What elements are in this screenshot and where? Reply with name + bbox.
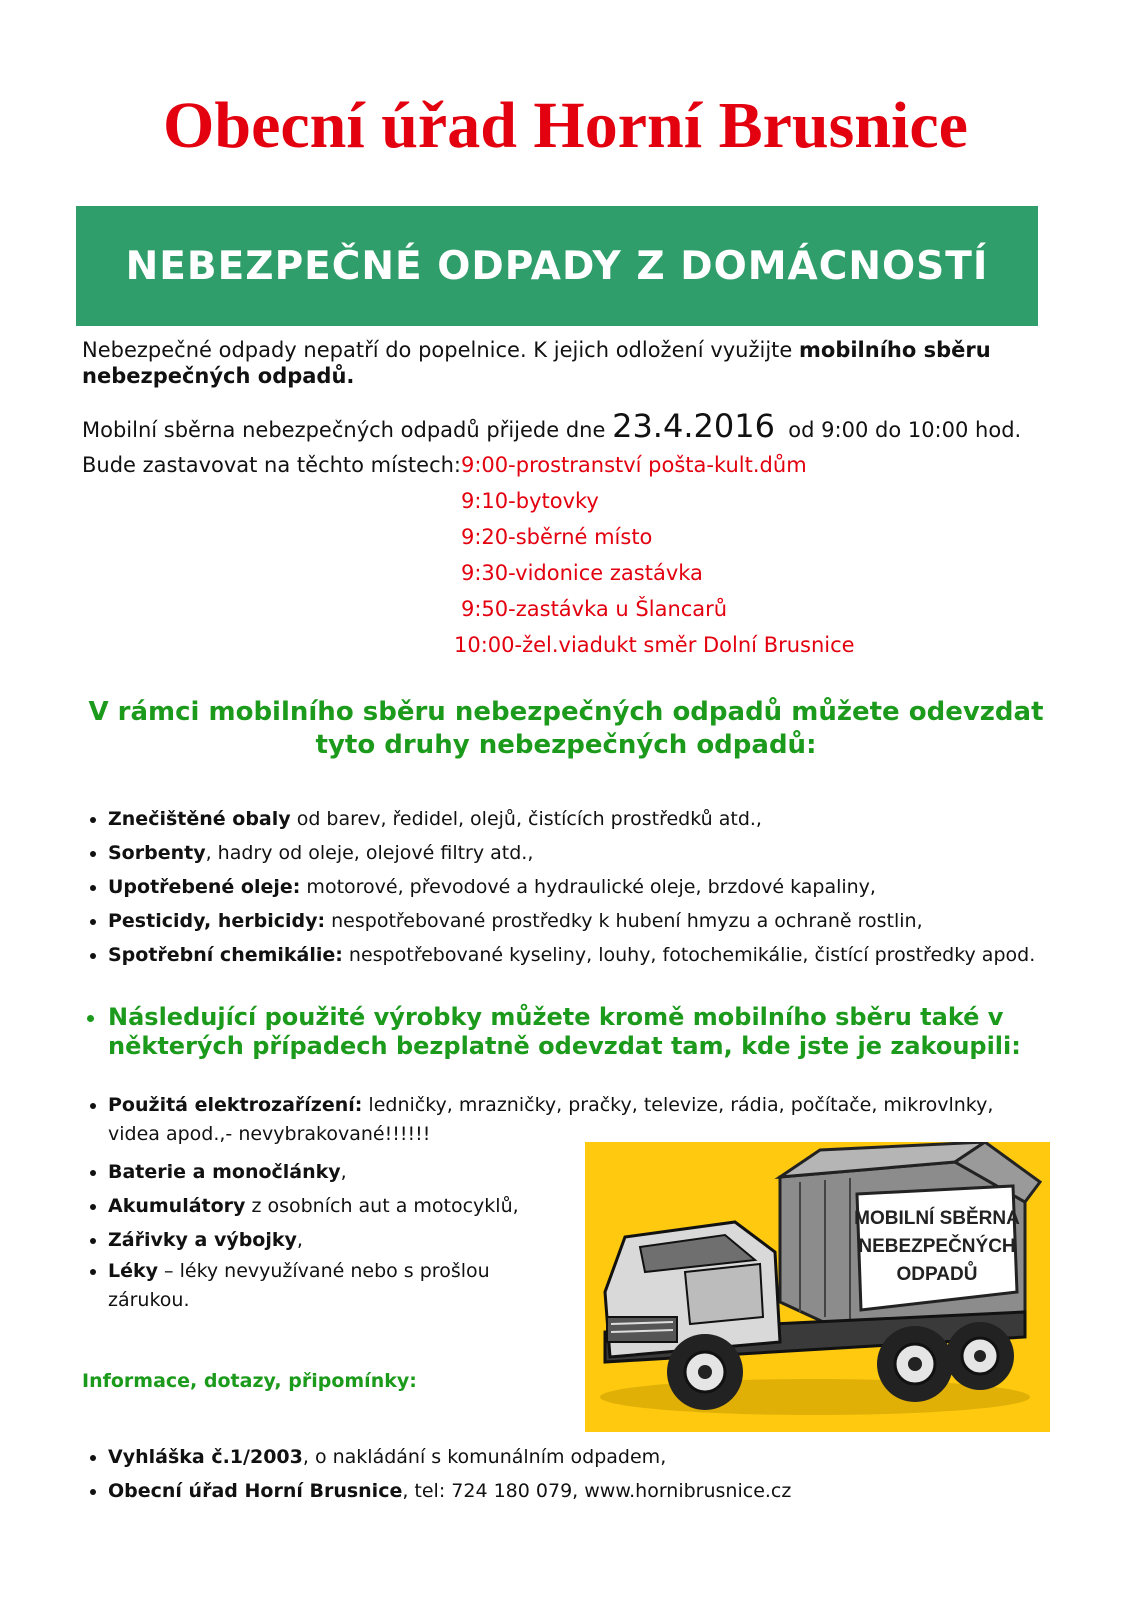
list-item [108, 1440, 791, 1474]
item-bold: Sorbenty [108, 842, 206, 864]
item-text: nespotřebované prostředky k hubení hmyzu a ochraně rostlin, [325, 910, 923, 932]
return-heading: • Následující použité výrobky můžete kromě mobilního sběru také v některých případech bezplatně odevzdat tam, kde jste je zakoupili: [108, 1003, 1038, 1061]
wheel [667, 1334, 743, 1410]
item-text: motorové, převodové a hydraulické oleje, brzdové kapaliny, [300, 876, 876, 898]
stop-item: 9:00-prostranství pošta-kult.dům [461, 453, 807, 477]
section-heading: V rámci mobilního sběru nebezpečných odpadů můžete odevzdat tyto druhy nebezpečných odpadů: [88, 697, 1044, 760]
item-text: ledničky, mrazničky, pračky, televize, rádia, počítače, mikrovlnky, videa apod.,- nevybrakované!!!!!! [108, 1094, 994, 1145]
return-heading-list [82, 1003, 1038, 1061]
item-text: – léky nevyužívané nebo s prošlou zárukou. [108, 1260, 490, 1311]
truck-sign-line: NEBEZPEČNÝCH [858, 1236, 1016, 1257]
item-text: z osobních aut a motocyklů, [245, 1195, 519, 1217]
stop-item: 9:10-bytovky [461, 489, 599, 513]
item-text: , o nakládání s komunálním odpadem, [302, 1446, 667, 1468]
item-bold: Léky [108, 1260, 159, 1282]
intro-paragraph [82, 337, 1022, 389]
stop-item: 9:20-sběrné místo [461, 525, 653, 549]
info-list [82, 1440, 791, 1508]
item-text: od barev, ředidel, olejů, čistících prostředků atd., [290, 808, 762, 830]
wheel [877, 1326, 953, 1402]
collection-date: 23.4.2016 [612, 407, 775, 445]
truck-illustration [585, 1142, 1050, 1432]
item-bold: Upotřebené oleje: [108, 876, 301, 898]
list-item [108, 1474, 791, 1508]
list-item [108, 904, 1035, 938]
intro-bold: mobilního sběru nebezpečných odpadů. [82, 338, 991, 388]
stop-item: 10:00-žel.viadukt směr Dolní Brusnice [454, 633, 855, 657]
waste-types-list [82, 802, 1035, 972]
item-bold: Znečištěné obaly [108, 808, 291, 830]
list-item [108, 1091, 1038, 1149]
item-bold: Obecní úřad Horní Brusnice [108, 1480, 403, 1502]
item-bold: Zářivky a výbojky [108, 1229, 297, 1251]
list-item [108, 870, 1035, 904]
item-bold: Akumulátory [108, 1195, 246, 1217]
banner [76, 206, 1038, 326]
item-text: nespotřebované kyseliny, louhy, fotochemikálie, čistící prostředky apod. [342, 944, 1036, 966]
schedule-suffix: od 9:00 do 10:00 hod. [788, 418, 1022, 442]
truck-sign-line: MOBILNÍ SBĚRNA [854, 1208, 1020, 1229]
schedule-prefix: Mobilní sběrna nebezpečných odpadů přijede dne [82, 418, 613, 442]
banner-text: NEBEZPEČNÉ ODPADY Z DOMÁCNOSTÍ [125, 243, 989, 289]
truck-icon [585, 1142, 1050, 1432]
item-text: , [296, 1229, 303, 1251]
info-heading: Informace, dotazy, připomínky: [82, 1370, 417, 1392]
item-text: , [340, 1161, 347, 1183]
stop-item: 9:30-vidonice zastávka [461, 561, 703, 585]
item-bold: Pesticidy, herbicidy: [108, 910, 326, 932]
item-bold: Baterie a monočlánky [108, 1161, 341, 1183]
item-bold: Použitá elektrozařízení: [108, 1094, 363, 1116]
item-text: , tel: 724 180 079, www.hornibrusnice.cz [402, 1480, 792, 1502]
item-text: , hadry od oleje, olejové filtry atd., [205, 842, 534, 864]
schedule-line [82, 407, 1021, 445]
list-item [108, 1257, 528, 1315]
page-title: Obecní úřad Horní Brusnice [163, 89, 968, 162]
intro-text: Nebezpečné odpady nepatří do popelnice. K jejich odložení využijte [82, 338, 800, 362]
truck-sign-line: ODPADŮ [896, 1264, 978, 1285]
stops-label: Bude zastavovat na těchto místech: [82, 453, 461, 477]
wheel [946, 1322, 1014, 1390]
list-item [108, 802, 1035, 836]
list-item [108, 836, 1035, 870]
list-item [108, 938, 1035, 972]
stop-item: 9:50-zastávka u Šlancarů [461, 597, 728, 621]
item-bold: Spotřební chemikálie: [108, 944, 343, 966]
item-bold: Vyhláška č.1/2003 [108, 1446, 303, 1468]
